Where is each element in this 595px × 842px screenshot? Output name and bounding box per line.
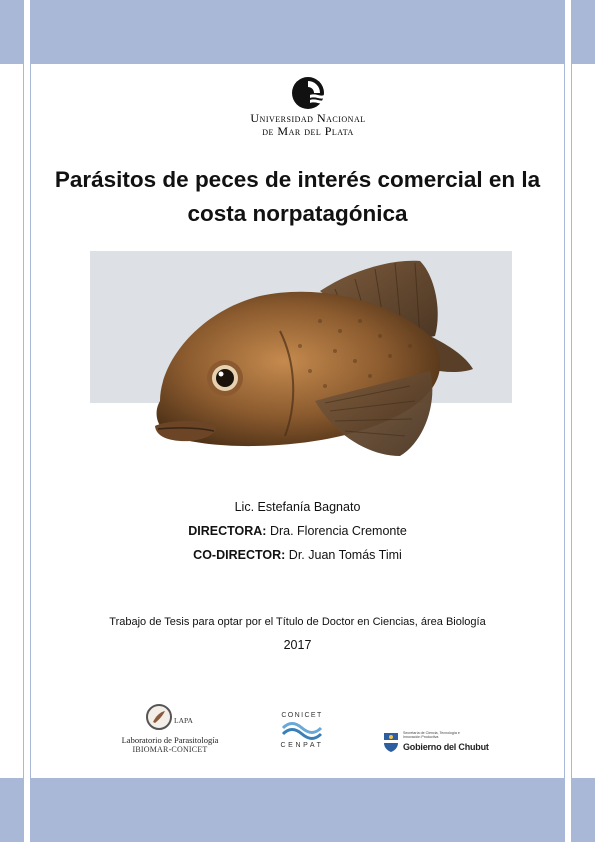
lapa-institute: IBIOMAR-CONICET bbox=[132, 745, 208, 754]
directora-line bbox=[0, 524, 595, 538]
university-name-line2: de Mar del Plata bbox=[262, 124, 354, 138]
header-band bbox=[30, 0, 565, 64]
header-band-right bbox=[572, 0, 595, 64]
codirector-label: CO-DIRECTOR: bbox=[193, 548, 286, 562]
footer-band-right bbox=[572, 778, 595, 842]
cenpat-label: CENPAT bbox=[280, 742, 324, 749]
university-name-line1: Universidad Nacional bbox=[250, 111, 366, 125]
frame-line bbox=[564, 0, 565, 842]
codirector-line bbox=[0, 548, 595, 562]
thesis-statement: Trabajo de Tesis para optar por el Título de Doctor en Ciencias, área Biología bbox=[109, 616, 486, 628]
directora-label: DIRECTORA: bbox=[188, 524, 267, 538]
chubut-secretariat: Secretaría de Ciencia, Tecnología e Innovación Productiva bbox=[403, 731, 460, 739]
lapa-emblem-icon bbox=[146, 704, 172, 730]
footer-band-left bbox=[0, 778, 23, 842]
conicet-logo bbox=[276, 712, 328, 756]
chubut-logo bbox=[382, 730, 494, 756]
lapa-name: Laboratorio de Parasitología bbox=[121, 735, 219, 745]
thesis-year: 2017 bbox=[283, 638, 312, 652]
university-emblem-icon bbox=[290, 75, 326, 111]
frame-line bbox=[571, 0, 572, 842]
fish-illustration bbox=[90, 251, 512, 463]
directora-name: Dra. Florencia Cremonte bbox=[269, 524, 407, 538]
footer-band bbox=[30, 778, 565, 842]
header-band-left bbox=[0, 0, 23, 64]
conicet-wave-icon bbox=[279, 721, 325, 741]
chubut-name: Gobierno del Chubut bbox=[403, 742, 489, 752]
codirector-name: Dr. Juan Tomás Timi bbox=[288, 548, 402, 562]
chubut-shield-icon bbox=[382, 731, 400, 753]
lapa-acronym: LAPA bbox=[174, 716, 193, 725]
lapa-logo bbox=[118, 704, 222, 756]
fish-photo bbox=[90, 251, 512, 463]
conicet-label: CONICET bbox=[281, 712, 323, 719]
frame-line bbox=[23, 0, 24, 842]
document-title: Parásitos de peces de interés comercial en la costa norpatagónica bbox=[54, 167, 541, 226]
frame-line bbox=[30, 0, 31, 842]
author-name: Lic. Estefanía Bagnato bbox=[234, 500, 361, 514]
university-logo bbox=[228, 75, 388, 141]
